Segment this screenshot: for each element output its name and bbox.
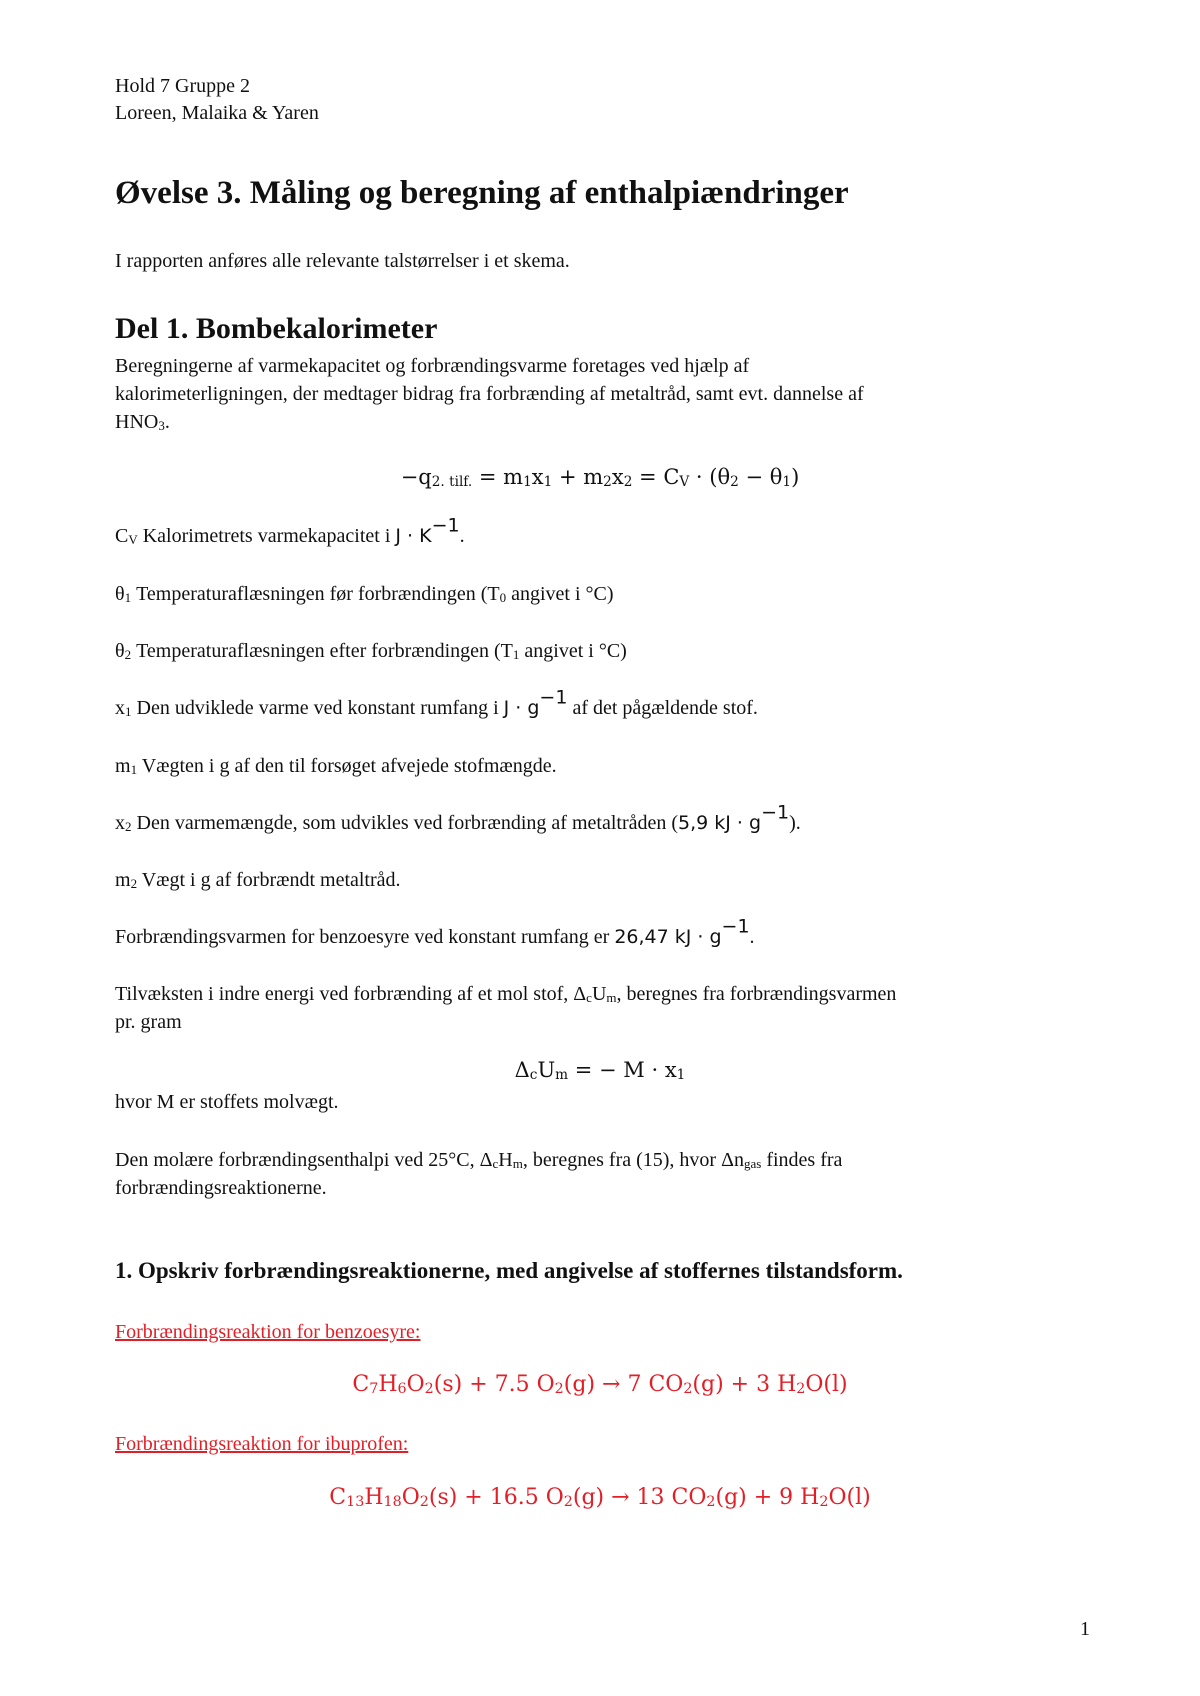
- molar-enthalpy-line-1: Den molære forbrændingsenthalpi ved 25°C, $\Delta_cH_m$, beregnes fra (15), hvor $\Delta n_{gas}$ findes fra: [115, 1149, 843, 1171]
- molar-enthalpy-line-2: forbrændingsreaktionerne.: [115, 1177, 327, 1199]
- para-line-1: Beregningerne af varmekapacitet og forbrændingsvarme foretages ved hjælp af: [115, 355, 750, 377]
- para-line-3: $HNO_3$.: [115, 411, 170, 433]
- definition-cv: $C_V$ Kalorimetrets varmekapacitet i $J \cdot K^{-1}$.: [115, 514, 465, 547]
- definition-theta2: $\theta_2$ Temperaturaflæsningen efter forbrændingen ($T_1$ angivet i °C): [115, 640, 627, 662]
- internal-energy-line-1: Tilvæksten i indre energi ved forbrænding af et mol stof, $\Delta_cU_m$, beregnes fra forbrændingsvarmen: [115, 983, 897, 1005]
- section-heading: Del 1. Bombekalorimeter: [115, 312, 438, 345]
- definition-m2: $m_2$ Vægt i g af forbrændt metaltråd.: [115, 869, 401, 891]
- intro-text: I rapporten anføres alle relevante talstørrelser i et skema.: [115, 250, 570, 272]
- definition-m1: $m_1$ Vægten i g af den til forsøget afvejede stofmængde.: [115, 755, 557, 777]
- definition-x2: $x_2$ Den varmemængde, som udvikles ved forbrænding af metaltråden (5,9 kJ · $g^{-1}$).: [115, 801, 801, 834]
- benzoic-reaction-label: Forbrændingsreaktion for benzoesyre:: [115, 1321, 421, 1343]
- calorimeter-equation: $-q_{2. tilf.} = m_1x_1 + m_2x_2 = C_V \cdot (\theta_2 - \theta_1)$: [400, 465, 800, 491]
- definition-theta1: $\theta_1$ Temperaturaflæsningen før forbrændingen ($T_0$ angivet i °C): [115, 583, 614, 605]
- para-line-2: kalorimeterligningen, der medtager bidrag fra forbrænding af metaltråd, samt evt. dannelse af: [115, 383, 864, 405]
- molar-mass-text: hvor M er stoffets molvægt.: [115, 1091, 339, 1113]
- definition-x1: $x_1$ Den udviklede varme ved konstant rumfang i $J \cdot g^{-1}$ af det pågældende stof.: [115, 686, 758, 719]
- ibuprofen-reaction-label: Forbrændingsreaktion for ibuprofen:: [115, 1433, 409, 1455]
- page-number: 1: [1080, 1618, 1090, 1640]
- page-title: Øvelse 3. Måling og beregning af enthalpiændringer: [115, 175, 849, 211]
- question-1-heading: 1. Opskriv forbrændingsreaktionerne, med angivelse af stoffernes tilstandsform.: [115, 1258, 903, 1283]
- internal-energy-equation: $\Delta_cU_m$ = − $M \cdot x_1$: [514, 1058, 686, 1084]
- ibuprofen-reaction-equation: $C_{13}H_{18}O_2(s) + 16.5$ $O_2(g) \to 13$ $CO_2(g) + 9$ $H_2O(l)$: [329, 1485, 871, 1511]
- header-line-2: Loreen, Malaika & Yaren: [115, 102, 319, 124]
- benzoic-reaction-equation: $C_7H_6O_2(s) + 7.5$ $O_2(g) \to 7$ $CO_2(g) + 3$ $H_2O(l)$: [352, 1372, 848, 1398]
- header-line-1: Hold 7 Gruppe 2: [115, 75, 250, 97]
- internal-energy-line-2: pr. gram: [115, 1011, 182, 1033]
- benzoic-heat-text: Forbrændingsvarmen for benzoesyre ved konstant rumfang er 26,47 kJ · $g^{-1}$.: [115, 915, 755, 948]
